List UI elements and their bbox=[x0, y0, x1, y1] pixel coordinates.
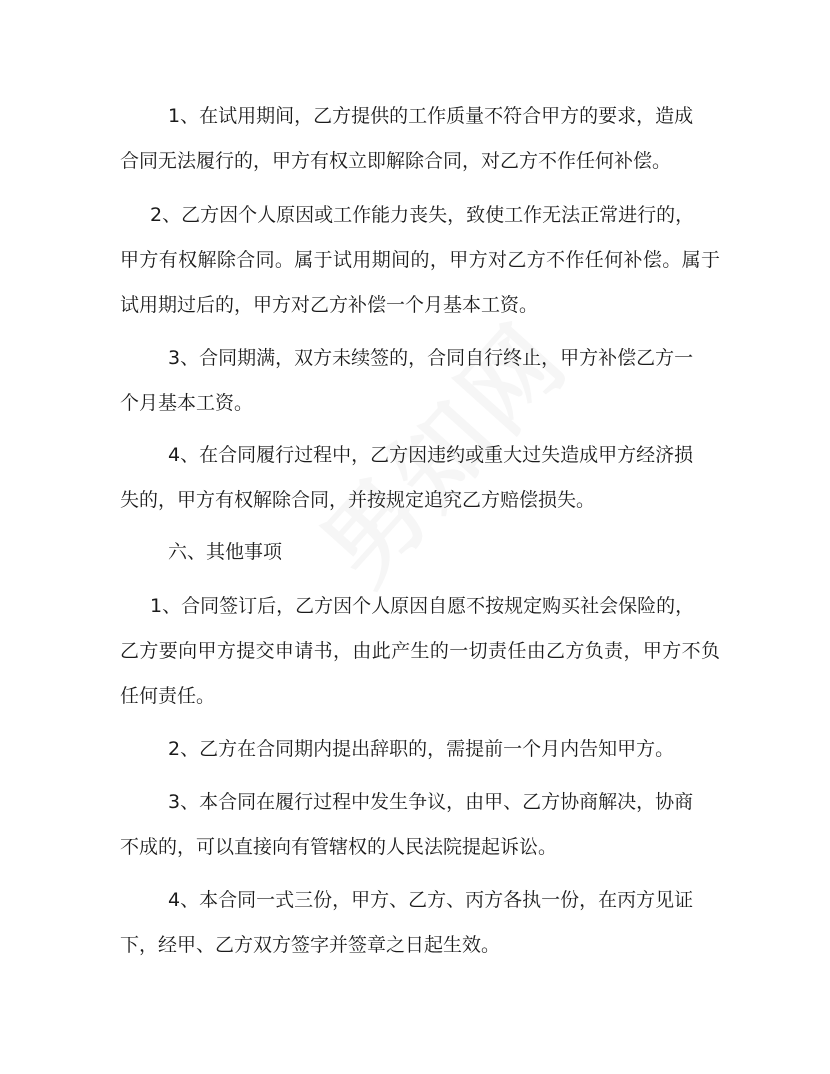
section-paragraph-3-cont bbox=[120, 825, 720, 870]
section-paragraph-4 bbox=[120, 878, 720, 923]
paragraph-3 bbox=[120, 336, 720, 381]
paragraph-2-rest: 甲方有权解除合同。属于试用期间的，甲方对乙方不作任何补偿。属于试用期过后的，甲方对乙方补偿一个月基本工资。 bbox=[120, 249, 720, 316]
paragraph-1-cont bbox=[120, 139, 720, 184]
section-paragraph-2-line-1: 2、乙方在合同期内提出辞职的，需提前一个月内告知甲方。 bbox=[168, 738, 675, 760]
section-paragraph-3-line-1: 3、本合同在履行过程中发生争议，由甲、乙方协商解决，协商 bbox=[168, 791, 694, 813]
paragraph-1-line-1: 1、在试用期间，乙方提供的工作质量不符合甲方的要求，造成 bbox=[168, 105, 694, 127]
paragraph-4-rest: 失的，甲方有权解除合同，并按规定追究乙方赔偿损失。 bbox=[120, 489, 596, 511]
section-heading: 六、其他事项 bbox=[168, 541, 283, 563]
section-paragraph-1-rest: 乙方要向甲方提交申请书，由此产生的一切责任由乙方负责，甲方不负任何责任。 bbox=[120, 640, 720, 707]
section-paragraph-1 bbox=[120, 584, 720, 629]
section-paragraph-1-line-1: 1、合同签订后，乙方因个人原因自愿不按规定购买社会保险的， bbox=[150, 595, 695, 617]
paragraph-4-line-1: 4、在合同履行过程中，乙方因违约或重大过失造成甲方经济损 bbox=[168, 444, 694, 466]
section-paragraph-4-rest: 下，经甲、乙方双方签字并签章之日起生效。 bbox=[120, 934, 501, 956]
paragraph-3-cont bbox=[120, 381, 720, 426]
paragraph-4 bbox=[120, 433, 720, 478]
paragraph-3-line-1: 3、合同期满，双方未续签的，合同自行终止，甲方补偿乙方一 bbox=[168, 347, 694, 369]
paragraph-2-cont bbox=[120, 238, 720, 328]
paragraph-1 bbox=[120, 94, 720, 139]
section-paragraph-3 bbox=[120, 780, 720, 825]
section-paragraph-1-cont bbox=[120, 629, 720, 719]
section-paragraph-4-cont bbox=[120, 923, 720, 968]
section-paragraph-4-line-1: 4、本合同一式三份，甲方、乙方、丙方各执一份，在丙方见证 bbox=[168, 889, 694, 911]
paragraph-3-rest: 个月基本工资。 bbox=[120, 392, 254, 414]
section-paragraph-2 bbox=[120, 727, 720, 772]
paragraph-2-line-1: 2、乙方因个人原因或工作能力丧失，致使工作无法正常进行的， bbox=[150, 204, 695, 226]
section-paragraph-3-rest: 不成的，可以直接向有管辖权的人民法院提起诉讼。 bbox=[120, 836, 558, 858]
paragraph-4-cont bbox=[120, 478, 720, 523]
paragraph-2 bbox=[120, 193, 720, 238]
paragraph-1-rest: 合同无法履行的，甲方有权立即解除合同，对乙方不作任何补偿。 bbox=[120, 150, 672, 172]
